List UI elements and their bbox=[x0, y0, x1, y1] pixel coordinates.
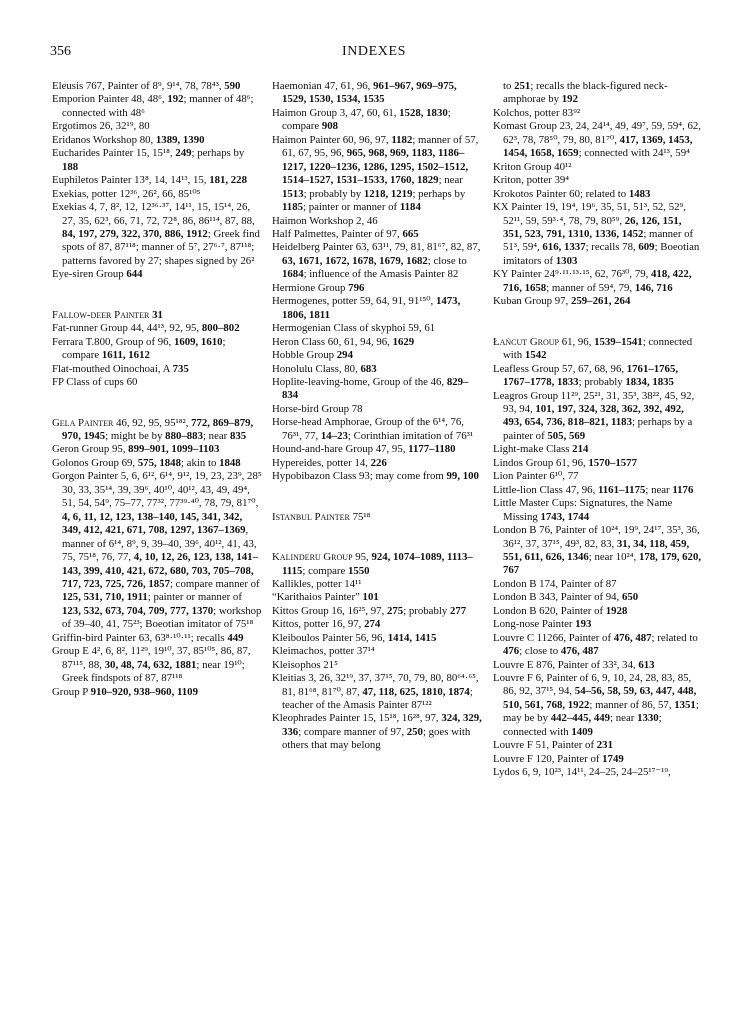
index-entry: Haimon Group 3, 47, 60, 61, 1528, 1830; compare 908 bbox=[272, 106, 451, 133]
index-entry: Group P 910–920, 938–960, 1109 bbox=[52, 685, 198, 698]
index-entry: Half Palmettes, Painter of 97, 665 bbox=[272, 227, 419, 240]
index-entry: Horse-bird Group 78 bbox=[272, 402, 363, 415]
index-entry: Exekias 4, 7, 8², 12, 12³⁶·³⁷, 14¹¹, 15, 15¹⁴, 26, 27, 35, 62³, 66, 71, 72, 72⁸, 86, 86¹¹⁴, 87, 88, 84, 197, 279, 322, 370, 886, 1912; Greek find spots of 87, 87¹¹⁸; manner of 5⁷, 27⁶·⁷, 87¹¹⁸; patterns favored by 27; shapes signed by 26² bbox=[52, 201, 260, 267]
index-entry: Gela Painter 46, 92, 95, 95¹⁸², 772, 869–879, 970, 1945; might be by 880–883; near 835 bbox=[52, 416, 254, 442]
index-entry: Little Master Cups: Signatures, the Name Missing 1743, 1744 bbox=[493, 497, 673, 523]
index-entry: Light-make Class 214 bbox=[493, 443, 589, 456]
index-entry: Louvre F 120, Painter of 1749 bbox=[493, 752, 624, 765]
index-entry: Euphiletos Painter 13⁸, 14, 14¹³, 15, 181, 228 bbox=[52, 174, 247, 187]
index-entry: Group E 4², 6, 8², 11²⁹, 19¹⁰, 37, 85¹⁰⁵, 86, 87, 87¹¹⁵, 88, 30, 48, 74, 632, 1881; near 19¹⁰; Greek findspots of 87, 87¹¹⁸ bbox=[52, 645, 251, 685]
index-entry: Hermogenes, potter 59, 64, 91, 91¹⁵⁰, 1473, 1806, 1811 bbox=[272, 295, 461, 321]
page-number: 356 bbox=[50, 44, 71, 59]
index-entry: Golonos Group 69, 575, 1848; akin to 1848 bbox=[52, 456, 241, 469]
index-entry: Łańcut Group 61, 96, 1539–1541; connected with 1542 bbox=[493, 335, 693, 362]
index-entry: Komast Group 23, 24, 24¹⁴, 49, 49⁷, 59, 59⁴, 62, 62³, 78, 78⁵⁰, 79, 80, 81⁷⁰, 417, 1369, 1453, 1454, 1658, 1659; connected with 24¹³, 59⁴ bbox=[493, 120, 701, 160]
page-header bbox=[0, 44, 748, 64]
running-head: INDEXES bbox=[341, 44, 407, 59]
index-entry: Exekias, potter 12³⁶, 26², 66, 85¹⁰⁵ bbox=[52, 187, 201, 200]
index-entry: KY Painter 24⁹·¹¹·¹³·¹⁵, 62, 76³⁰, 79, 418, 422, 716, 1658; manner of 59⁴, 79, 146, 716 bbox=[493, 268, 692, 294]
index-entry: Leagros Group 11²⁹, 25²¹, 31, 35³, 38²², 45, 92, 93, 94, 101, 197, 324, 328, 362, 392, 492, 493, 654, 736, 818–821, 1183; perhaps by a painter of 505, 569 bbox=[493, 389, 695, 442]
index-entry: Hobble Group 294 bbox=[272, 349, 353, 362]
index-entry: London B 620, Painter of 1928 bbox=[493, 604, 628, 617]
index-entry: Eridanos Workshop 80, 1389, 1390 bbox=[52, 133, 205, 146]
index-entry: Kittos, potter 16, 97, 274 bbox=[272, 618, 381, 631]
index-entry: Kuban Group 97, 259–261, 264 bbox=[493, 295, 631, 308]
index-entry: Horse-head Amphorae, Group of the 6¹⁴, 76, 76³¹, 77, 14–23; Corinthian imitation of 76³¹ bbox=[272, 416, 474, 442]
index-entry: “Karithaios Painter” 101 bbox=[272, 591, 379, 604]
index-entry: Hound-and-hare Group 47, 95, 1177–1180 bbox=[272, 443, 456, 456]
index-entry: Kleiboulos Painter 56, 96, 1414, 1415 bbox=[272, 631, 437, 644]
index-entry: Ferrara T.800, Group of 96, 1609, 1610; compare 1611, 1612 bbox=[52, 335, 226, 362]
index-entry: Geron Group 95, 899–901, 1099–1103 bbox=[52, 443, 220, 456]
index-entry: Kallikles, potter 14¹¹ bbox=[272, 577, 362, 590]
index-entry: to 251; recalls the black-figured neck-amphorae by 192 bbox=[503, 80, 668, 106]
index-entry: Krokotos Painter 60; related to 1483 bbox=[493, 187, 651, 200]
index-entry: Eye-siren Group 644 bbox=[52, 268, 143, 281]
index-entry: London B 174, Painter of 87 bbox=[493, 577, 617, 590]
index-entry: London B 76, Painter of 10²⁴, 19⁹, 24¹⁷, 35³, 36, 36¹², 37, 37¹⁵, 49³, 82, 83, 31, 34, 118, 459, 551, 611, 626, 1346; near 10²⁴, 178, 179, 620, 767 bbox=[493, 524, 702, 577]
index-entry: Hermogenian Class of skyphoi 59, 61 bbox=[272, 322, 436, 335]
index-entry: Emporion Painter 48, 48⁶, 192; manner of 48⁶; connected with 48⁶ bbox=[52, 93, 254, 119]
index-entry: Istanbul Painter 75¹⁸ bbox=[272, 510, 371, 523]
index-entry: Heidelberg Painter 63, 63¹¹, 79, 81, 81⁶⁷, 82, 87, 63, 1671, 1672, 1678, 1679, 1682; close to 1684; influence of the Amasis Painter 82 bbox=[272, 241, 481, 281]
index-entry: Kittos Group 16, 16²⁵, 97, 275; probably 277 bbox=[272, 604, 467, 617]
index-entry: KX Painter 19, 19⁴, 19⁶, 35, 51, 51³, 52, 52⁹, 52¹¹, 59, 59³·⁴, 78, 79, 80⁵⁹, 26, 126, 151, 351, 523, 791, 1310, 1336, 1452; manner of 51³, 59⁴, 616, 1337; recalls 78, 609; Boeotian imitators of 1303 bbox=[493, 201, 700, 267]
index-entry: Kriton Group 40¹² bbox=[493, 160, 572, 173]
index-entry: Long-nose Painter 193 bbox=[493, 618, 592, 631]
index-entry: Kleimachos, potter 37¹⁴ bbox=[272, 645, 375, 658]
index-entry: Hoplite-leaving-home, Group of the 46, 829–834 bbox=[272, 375, 469, 402]
index-entry: Haemonian 47, 61, 96, 961–967, 969–975, 1529, 1530, 1534, 1535 bbox=[272, 80, 457, 106]
index-entry: Haimon Workshop 2, 46 bbox=[272, 214, 378, 227]
index-entry: Eucharides Painter 15, 15¹⁸, 249; perhaps by 188 bbox=[52, 147, 245, 173]
index-entry: Little-lion Class 47, 96, 1161–1175; near 1176 bbox=[493, 483, 694, 496]
index-entry: Haimon Painter 60, 96, 97, 1182; manner of 57, 61, 67, 95, 96, 965, 968, 969, 1183, 1186–1217, 1220–1236, 1286, 1295, 1502–1512, 1514–1527, 1531–1533, 1760, 1829; near 1513; probably by 1218, 1219; perhaps by 1185; painter or manner of 1184 bbox=[272, 133, 479, 214]
index-entry: Gorgon Painter 5, 6, 6¹², 6¹⁴, 9¹², 19, 23, 23⁹, 28⁵ 30, 33, 35¹⁴, 39, 39⁶, 40¹⁰, 40¹², 43, 49, 49⁴, 51, 54, 54⁹, 75–77, 77³², 77³⁹·⁴⁰, 78, 79, 81⁷⁰, 4, 6, 11, 12, 123, 138–140, 145, 341, 342, 349, 412, 421, 671, 708, 1297, 1367–1369, manner of 6¹⁴, 8⁹, 9, 39–40, 39⁶, 40¹², 41, 43, 75, 75¹⁸, 76, 77, 4, 10, 12, 26, 123, 138, 141–143, 399, 410, 421, 672, 680, 703, 705–708, 717, 723, 725, 726, 1857; compare manner of 125, 531, 710, 1911; painter or manner of 123, 532, 673, 704, 709, 777, 1370; workshop of 39–40, 41, 75²³; Boeotian imitator of 75¹⁸ bbox=[52, 470, 262, 631]
index-entry: Lion Painter 6¹⁰, 77 bbox=[493, 470, 579, 483]
index-entry: Louvre E 876, Painter of 33², 34, 613 bbox=[493, 658, 655, 671]
index-entry: Fat-runner Group 44, 44¹³, 92, 95, 800–802 bbox=[52, 322, 240, 335]
index-entry: Kleitias 3, 26, 32¹⁹, 37, 37¹⁵, 70, 79, 80, 80⁶⁴·⁶⁵, 81, 81⁶⁸, 81⁷⁰, 87, 47, 118, 625, 1810, 1874; teacher of the Amasis Painter 87¹²² bbox=[272, 672, 479, 712]
index-entry: Honolulu Class, 80, 683 bbox=[272, 362, 377, 375]
index-column-3 bbox=[493, 80, 703, 780]
index-column-2 bbox=[272, 80, 482, 753]
index-entry: Lydos 6, 9, 10²³, 14¹¹, 24–25, 24–25¹⁷⁻¹⁹, bbox=[493, 766, 671, 779]
index-entry: Heron Class 60, 61, 94, 96, 1629 bbox=[272, 335, 415, 348]
index-entry: Ergotimos 26, 32¹⁹, 80 bbox=[52, 120, 150, 133]
index-entry: FP Class of cups 60 bbox=[52, 376, 138, 389]
index-entry: Griffin-bird Painter 63, 63⁸·¹⁰·¹¹; recalls 449 bbox=[52, 631, 244, 644]
index-entry: Eleusis 767, Painter of 8⁹, 9¹⁴, 78, 78⁴³, 590 bbox=[52, 80, 241, 92]
index-entry: Hypereides, potter 14, 226 bbox=[272, 456, 387, 469]
index-entry: Louvre F 6, Painter of 6, 9, 10, 24, 28, 83, 85, 86, 92, 37¹⁵, 94, 54–56, 58, 59, 63, 447, 448, 510, 561, 768, 1922; manner of 86, 57, 1351; may be by 442–445, 449; near 1330; connected with 1409 bbox=[493, 672, 699, 738]
index-entry: Kolchos, potter 83⁹² bbox=[493, 106, 581, 119]
index-entry: Louvre C 11266, Painter of 476, 487; related to 476; close to 476, 487 bbox=[493, 631, 698, 658]
index-entry: London B 343, Painter of 94, 650 bbox=[493, 591, 639, 604]
index-entry: Kleisophos 21⁵ bbox=[272, 658, 338, 671]
index-column-1 bbox=[52, 80, 262, 699]
index-entry: Kriton, potter 39⁴ bbox=[493, 174, 570, 187]
index-entry: Hermione Group 796 bbox=[272, 281, 365, 294]
index-entry: Fallow-deer Painter 31 bbox=[52, 308, 163, 321]
index-entry: Kleophrades Painter 15, 15¹⁸, 16²⁸, 97, 324, 329, 336; compare manner of 97, 250; goes with others that may belong bbox=[272, 712, 482, 752]
index-entry: Leafless Group 57, 67, 68, 96, 1761–1765, 1767–1778, 1833; probably 1834, 1835 bbox=[493, 362, 679, 389]
index-entry: Hypobibazon Class 93; may come from 99, 100 bbox=[272, 470, 479, 483]
index-entry: Louvre F 51, Painter of 231 bbox=[493, 739, 613, 752]
index-entry: Lindos Group 61, 96, 1570–1577 bbox=[493, 456, 637, 469]
index-entry: Flat-mouthed Oinochoai, A 735 bbox=[52, 362, 189, 375]
index-entry: Kalinderu Group 95, 924, 1074–1089, 1113–1115; compare 1550 bbox=[272, 551, 473, 577]
